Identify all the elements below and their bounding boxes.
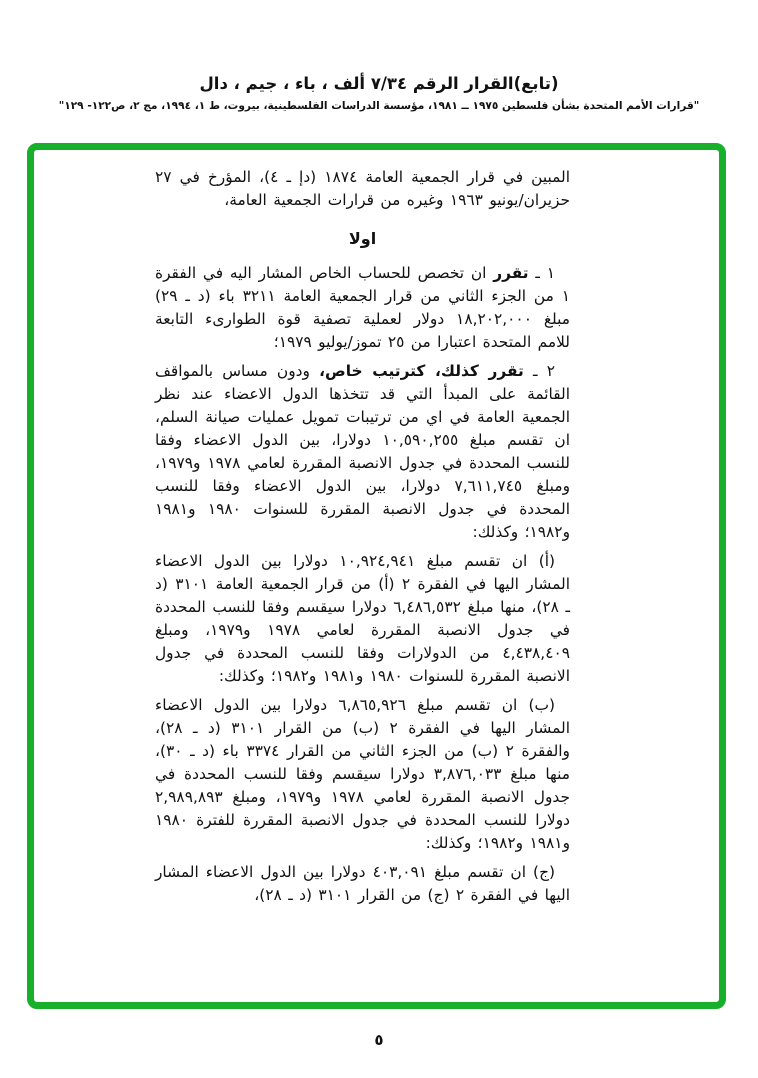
clause-1-text: ان تخصص للحساب الخاص المشار اليه في الفقرة ١ من الجزء الثاني من قرار الجمعية العامة ٣٢١١ باء (د ـ ٢٩) مبلغ ١٨,٢٠٢,٠٠٠ دولار لعملية تصفية قوة الطوارىء التابعة للامم المتحدة اعتبارا من ٢٥ تموز/يوليو ١٩٧٩؛ xyxy=(155,264,570,351)
page-header xyxy=(0,74,758,112)
clause-1 xyxy=(155,262,570,354)
source-citation: "قرارات الأمم المتحدة بشأن فلسطين ١٩٧٥ ــ ١٩٨١، مؤسسة الدراسات الفلسطينية، بيروت، ط ١، ١٩٩٤، مج ٢، ص١٢٢- ١٢٩" xyxy=(58,100,700,112)
resolution-title: (تابع)القرار الرقم ٧/٣٤ ألف ، باء ، جيم ، دال xyxy=(199,74,559,93)
clause-2-keyword: تقرر كذلك، كترتيب خاص، xyxy=(319,362,524,380)
continuation-paragraph: المبين في قرار الجمعية العامة ١٨٧٤ (دإ ـ ٤)، المؤرخ في ٢٧ حزيران/يونيو ١٩٦٣ وغيره من قرارات الجمعية العامة، xyxy=(155,168,571,209)
highlight-frame xyxy=(27,143,726,1009)
clause-1-number: ١ ـ xyxy=(528,264,555,282)
clause-1-keyword: تقرر xyxy=(493,264,529,282)
section-heading: اولا xyxy=(348,229,377,248)
page-number: ٥ xyxy=(374,1031,384,1049)
clause-2 xyxy=(155,360,570,544)
clause-b: (ب) ان تقسم مبلغ ٦,٨٦٥,٩٢٦ دولارا بين الدول الاعضاء المشار اليها في الفقرة ٢ (ب) من القرار ٣١٠١ (د ـ ٢٨)، والفقرة ٢ (ب) من الجزء الثاني من القرار ٣٣٧٤ باء (د ـ ٣٠)، منها مبلغ ٣,٨٧٦,٠٣٣ دولارا سيقسم وفقا للنسب المحددة في جدول الانصبة المقررة لعامي ١٩٧٨ و١٩٧٩، ومبلغ ٢,٩٨٩,٨٩٣ دولارا للنسب المحددة في جدول الانصبة المقررة للفترة ١٩٨٠ و١٩٨١ و١٩٨٢؛ وكذلك: xyxy=(155,696,571,852)
clause-c: (ج) ان تقسم مبلغ ٤٠٣,٠٩١ دولارا بين الدول الاعضاء المشار اليها في الفقرة ٢ (ج) من القرار ٣١٠١ (د ـ ٢٨)، xyxy=(155,863,570,904)
clause-2-text: ودون مساس بالمواقف القائمة على المبدأ التي قد تتخذها الدول الاعضاء عند نظر الجمعية العامة في اي من ترتيبات تمويل عمليات صيانة السلم، ان تقسم مبلغ ١٠,٥٩٠,٢٥٥ دولارا، بين الدول الاعضاء وفقا للنسب المحددة في جدول الانصبة المقررة لعامي ١٩٧٨ و١٩٧٩، ومبلغ ٧,٦١١,٧٤٥ دولارا، بين الدول الاعضاء وفقا للنسب المحددة في جدول الانصبة المقررة للسنوات ١٩٨٠ و١٩٨١ و١٩٨٢؛ وكذلك: xyxy=(155,362,570,541)
clause-a: (أ) ان تقسم مبلغ ١٠,٩٢٤,٩٤١ دولارا بين الدول الاعضاء المشار اليها في الفقرة ٢ (أ) من قرار الجمعية العامة ٣١٠١ (د ـ ٢٨)، منها مبلغ ٦,٤٨٦,٥٣٢ دولارا سيقسم وفقا للنسب المحددة في جدول الانصبة المقررة لعامي ١٩٧٨ و١٩٧٩، ومبلغ ٤,٤٣٨,٤٠٩ من الدولارات وفقا للنسب المحددة في جدول الانصبة المقررة للسنوات ١٩٨٠ و١٩٨١ و١٩٨٢؛ وكذلك: xyxy=(155,552,571,685)
clause-2-number: ٢ ـ xyxy=(523,362,555,380)
resolution-body xyxy=(155,166,570,913)
